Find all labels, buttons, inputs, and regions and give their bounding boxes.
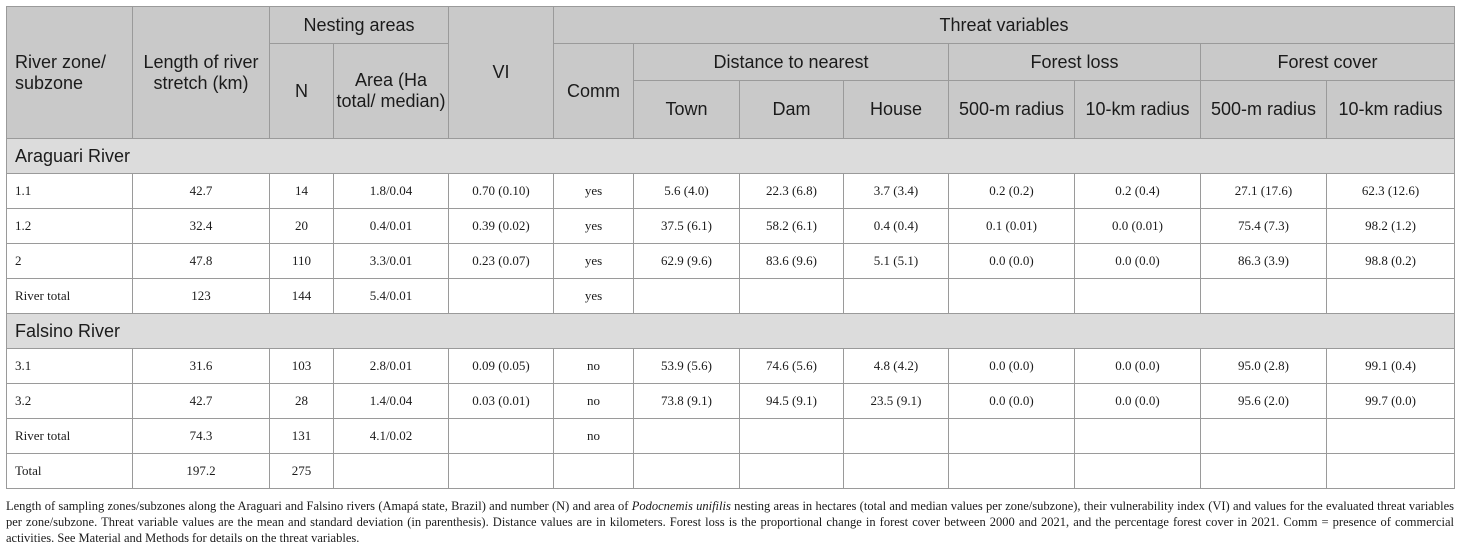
table-cell: 1.8/0.04 [334, 174, 449, 209]
table-cell [1327, 419, 1455, 454]
table-cell: 0.0 (0.0) [949, 384, 1075, 419]
table-cell: 23.5 (9.1) [844, 384, 949, 419]
caption-text-cont: nesting areas in hectares (total and median values per zone/subzone), their vulnerability index (VI) and values for the evaluated threat variables per zone/subzone. Threat variable values are the mean and standard deviation (in parenthesis). Distance values are in kilometers. Forest loss is the proportional change in forest cover between 2000 and 2021, and the percentage forest cover in 2021. Comm = presence of commercial activities. See Material and Methods for details on the threat variables. [6, 499, 1454, 545]
table-cell: 75.4 (7.3) [1201, 209, 1327, 244]
table-cell: 74.3 [133, 419, 270, 454]
table-cell: 1.4/0.04 [334, 384, 449, 419]
table-cell: 0.0 (0.0) [949, 349, 1075, 384]
table-cell: yes [554, 209, 634, 244]
header-area: Area (Ha total/ median) [334, 44, 449, 139]
table-cell: yes [554, 244, 634, 279]
table-cell: 0.4 (0.4) [844, 209, 949, 244]
table-cell: 98.2 (1.2) [1327, 209, 1455, 244]
table-cell: 0.0 (0.0) [1075, 349, 1201, 384]
table-cell [1201, 454, 1327, 489]
row-label-cell: 3.2 [7, 384, 133, 419]
header-vi: VI [449, 7, 554, 139]
table-cell [844, 454, 949, 489]
table-cell: 123 [133, 279, 270, 314]
table-row [7, 244, 1455, 279]
table-cell [740, 279, 844, 314]
table-cell [1075, 454, 1201, 489]
table-cell: 32.4 [133, 209, 270, 244]
table-cell: 0.70 (0.10) [449, 174, 554, 209]
table-cell: 144 [270, 279, 334, 314]
table-cell: 62.3 (12.6) [1327, 174, 1455, 209]
header-loss-10km: 10-km radius [1075, 81, 1201, 139]
table-cell: 0.23 (0.07) [449, 244, 554, 279]
table-cell: 53.9 (5.6) [634, 349, 740, 384]
table-cell: 3.3/0.01 [334, 244, 449, 279]
table-row [7, 174, 1455, 209]
header-forest-cover: Forest cover [1201, 44, 1455, 81]
table-cell: 58.2 (6.1) [740, 209, 844, 244]
header-nesting-areas: Nesting areas [270, 7, 449, 44]
table-cell: 5.4/0.01 [334, 279, 449, 314]
table-cell: 28 [270, 384, 334, 419]
row-label-cell: 1.2 [7, 209, 133, 244]
section-heading: Araguari River [7, 139, 1455, 174]
table-cell: 42.7 [133, 384, 270, 419]
table-cell [949, 279, 1075, 314]
table-cell: 20 [270, 209, 334, 244]
row-label-cell: River total [7, 419, 133, 454]
header-house: House [844, 81, 949, 139]
row-label-cell: Total [7, 454, 133, 489]
table-body [7, 139, 1455, 489]
table-cell [844, 279, 949, 314]
table-cell: 98.8 (0.2) [1327, 244, 1455, 279]
table-cell: 197.2 [133, 454, 270, 489]
table-cell: no [554, 384, 634, 419]
table-cell: yes [554, 174, 634, 209]
header-zone: River zone/ subzone [7, 7, 133, 139]
table-cell: no [554, 419, 634, 454]
table-cell [449, 454, 554, 489]
header-cover-10km: 10-km radius [1327, 81, 1455, 139]
table-cell [1075, 279, 1201, 314]
row-label-cell: 2 [7, 244, 133, 279]
table-cell: 5.6 (4.0) [634, 174, 740, 209]
table-cell [1201, 279, 1327, 314]
table-cell: no [554, 349, 634, 384]
section-row [7, 139, 1455, 174]
header-town: Town [634, 81, 740, 139]
table-cell [634, 419, 740, 454]
table-cell: 42.7 [133, 174, 270, 209]
table-caption [6, 498, 1454, 546]
row-label-cell: 3.1 [7, 349, 133, 384]
table-row [7, 384, 1455, 419]
table-header [7, 7, 1455, 139]
table-cell: 86.3 (3.9) [1201, 244, 1327, 279]
table-cell: 4.8 (4.2) [844, 349, 949, 384]
table-cell: 73.8 (9.1) [634, 384, 740, 419]
table-cell [844, 419, 949, 454]
table-cell: 31.6 [133, 349, 270, 384]
table-cell: 5.1 (5.1) [844, 244, 949, 279]
table-cell: 0.39 (0.02) [449, 209, 554, 244]
caption-text: Length of sampling zones/subzones along the Araguari and Falsino rivers (Amapá state, Brazil) and number (N) and area of [6, 499, 632, 513]
table-cell [1327, 454, 1455, 489]
table-cell: 0.1 (0.01) [949, 209, 1075, 244]
row-label-cell: River total [7, 279, 133, 314]
table-cell [740, 454, 844, 489]
header-cover-500m: 500-m radius [1201, 81, 1327, 139]
table-cell: 94.5 (9.1) [740, 384, 844, 419]
table-cell: 22.3 (6.8) [740, 174, 844, 209]
table-cell: 0.0 (0.0) [949, 244, 1075, 279]
table-row [7, 209, 1455, 244]
table-cell: 110 [270, 244, 334, 279]
table-cell: yes [554, 279, 634, 314]
section-row [7, 314, 1455, 349]
table-cell: 27.1 (17.6) [1201, 174, 1327, 209]
header-n: N [270, 44, 334, 139]
data-table [6, 6, 1455, 489]
table-row [7, 349, 1455, 384]
table-cell [949, 454, 1075, 489]
header-length: Length of river stretch (km) [133, 7, 270, 139]
table-cell: 275 [270, 454, 334, 489]
table-cell: 62.9 (9.6) [634, 244, 740, 279]
table-cell: 37.5 (6.1) [634, 209, 740, 244]
table-cell [740, 419, 844, 454]
table-cell [554, 454, 634, 489]
table-cell: 0.0 (0.01) [1075, 209, 1201, 244]
table-cell [1075, 419, 1201, 454]
table-cell [334, 454, 449, 489]
table-cell: 74.6 (5.6) [740, 349, 844, 384]
table-cell: 99.7 (0.0) [1327, 384, 1455, 419]
header-comm: Comm [554, 44, 634, 139]
table-cell [1201, 419, 1327, 454]
table-row [7, 279, 1455, 314]
table-cell: 103 [270, 349, 334, 384]
table-cell: 0.0 (0.0) [1075, 384, 1201, 419]
table-cell [634, 454, 740, 489]
section-heading: Falsino River [7, 314, 1455, 349]
table-cell: 4.1/0.02 [334, 419, 449, 454]
table-cell [449, 419, 554, 454]
table-cell: 3.7 (3.4) [844, 174, 949, 209]
table-cell: 131 [270, 419, 334, 454]
header-loss-500m: 500-m radius [949, 81, 1075, 139]
table-cell: 0.03 (0.01) [449, 384, 554, 419]
table-row [7, 454, 1455, 489]
header-distance: Distance to nearest [634, 44, 949, 81]
table-cell: 0.09 (0.05) [449, 349, 554, 384]
table-cell: 0.0 (0.0) [1075, 244, 1201, 279]
table-cell: 14 [270, 174, 334, 209]
table-cell: 0.2 (0.4) [1075, 174, 1201, 209]
row-label-cell: 1.1 [7, 174, 133, 209]
table-cell: 47.8 [133, 244, 270, 279]
table-cell: 99.1 (0.4) [1327, 349, 1455, 384]
table-cell [949, 419, 1075, 454]
table-cell: 2.8/0.01 [334, 349, 449, 384]
table-cell [634, 279, 740, 314]
header-threat-variables: Threat variables [554, 7, 1455, 44]
header-forest-loss: Forest loss [949, 44, 1201, 81]
table-cell: 83.6 (9.6) [740, 244, 844, 279]
table-cell: 95.6 (2.0) [1201, 384, 1327, 419]
table-cell: 95.0 (2.8) [1201, 349, 1327, 384]
header-dam: Dam [740, 81, 844, 139]
table-cell [449, 279, 554, 314]
table-cell: 0.4/0.01 [334, 209, 449, 244]
table-cell: 0.2 (0.2) [949, 174, 1075, 209]
table-row [7, 419, 1455, 454]
table-cell [1327, 279, 1455, 314]
caption-species: Podocnemis unifilis [631, 499, 731, 513]
